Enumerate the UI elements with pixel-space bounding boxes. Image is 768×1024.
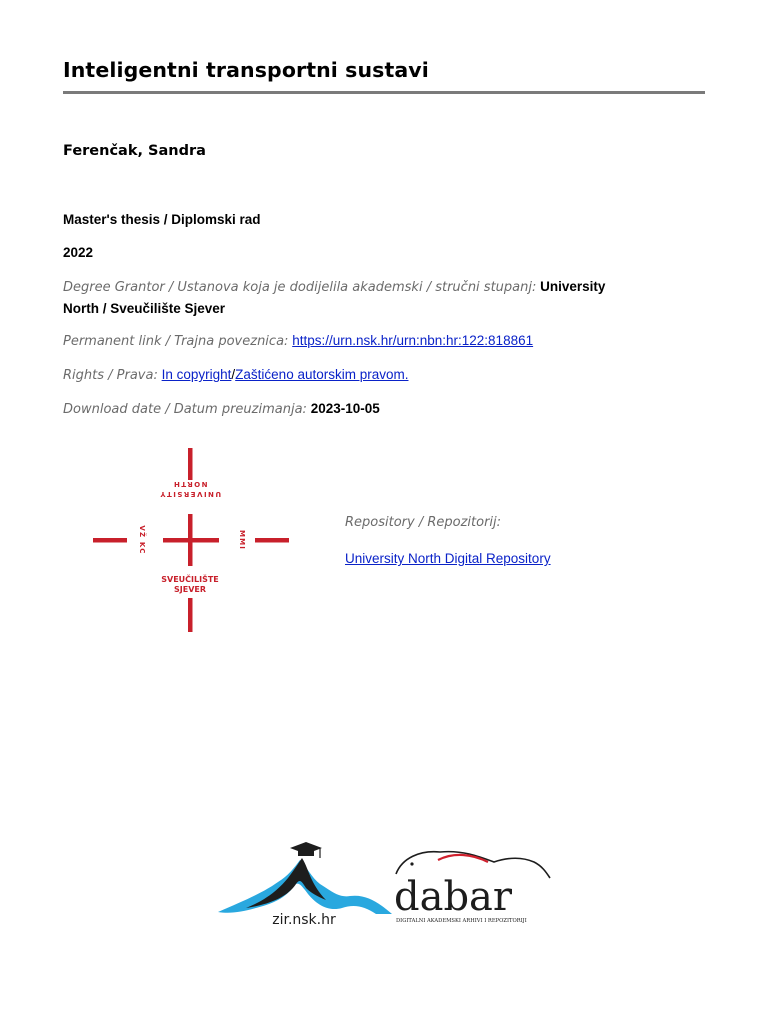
degree-grantor-label: Degree Grantor / Ustanova koja je dodijelila akademski / stručni stupanj:	[63, 280, 537, 295]
beaver-red-accent	[438, 855, 488, 862]
rights-link-in-copyright[interactable]: In copyright	[161, 367, 232, 382]
repository-label: Repository / Repozitorij:	[345, 515, 502, 530]
year: 2022	[63, 245, 94, 260]
download-date-row	[63, 398, 703, 420]
logo-text-mmi: MMI	[238, 529, 246, 551]
author-name: Ferenčak, Sandra	[63, 143, 206, 159]
repository-link[interactable]: University North Digital Repository	[345, 551, 551, 566]
logo-cross-horizontal	[163, 538, 219, 543]
degree-grantor-row	[63, 276, 703, 319]
title-divider	[63, 91, 705, 94]
dabar-text: dabar	[394, 874, 513, 920]
logo-text-sjever: SJEVER	[173, 585, 207, 594]
logo-bar-top	[188, 448, 193, 480]
degree-grantor-value: University	[540, 279, 606, 294]
dabar-subtitle: DIGITALNI AKADEMSKI ARHIVI I REPOZITORIJI	[396, 918, 527, 924]
rights-link-zasticeno[interactable]: Zaštićeno autorskim pravom.	[235, 367, 409, 382]
document-title: Inteligentni transportni sustavi	[63, 58, 429, 82]
logo-text-university: UNIVERSITY	[158, 490, 222, 498]
download-date-label: Download date / Datum preuzimanja:	[63, 402, 307, 417]
permanent-link-row	[63, 330, 703, 352]
zir-text: zir.nsk.hr	[272, 912, 336, 928]
logo-text-north: NORTH	[172, 480, 208, 488]
logo-text-sveuciliste: SVEUČILIŠTE	[161, 575, 219, 584]
rights-row	[63, 364, 703, 386]
degree-grantor-value-cont: North / Sveučilište Sjever	[63, 301, 226, 316]
zir-logo	[218, 842, 392, 928]
rights-separator: /	[231, 367, 236, 382]
download-date-value: 2023-10-05	[310, 401, 380, 416]
logo-bar-bottom	[188, 598, 193, 632]
logo-bar-left	[93, 538, 127, 543]
permanent-link[interactable]: https://urn.nsk.hr/urn:nbn:hr:122:818861	[292, 333, 534, 348]
dabar-logo	[394, 852, 550, 924]
footer-logos	[216, 838, 556, 934]
thesis-type: Master's thesis / Diplomski rad	[63, 212, 261, 227]
permanent-link-label: Permanent link / Trajna poveznica:	[63, 334, 289, 349]
rights-label: Rights / Prava:	[63, 368, 158, 383]
logo-text-vzkc: VŽ KC	[138, 525, 146, 555]
university-north-logo	[93, 448, 291, 634]
logo-bar-right	[255, 538, 289, 543]
